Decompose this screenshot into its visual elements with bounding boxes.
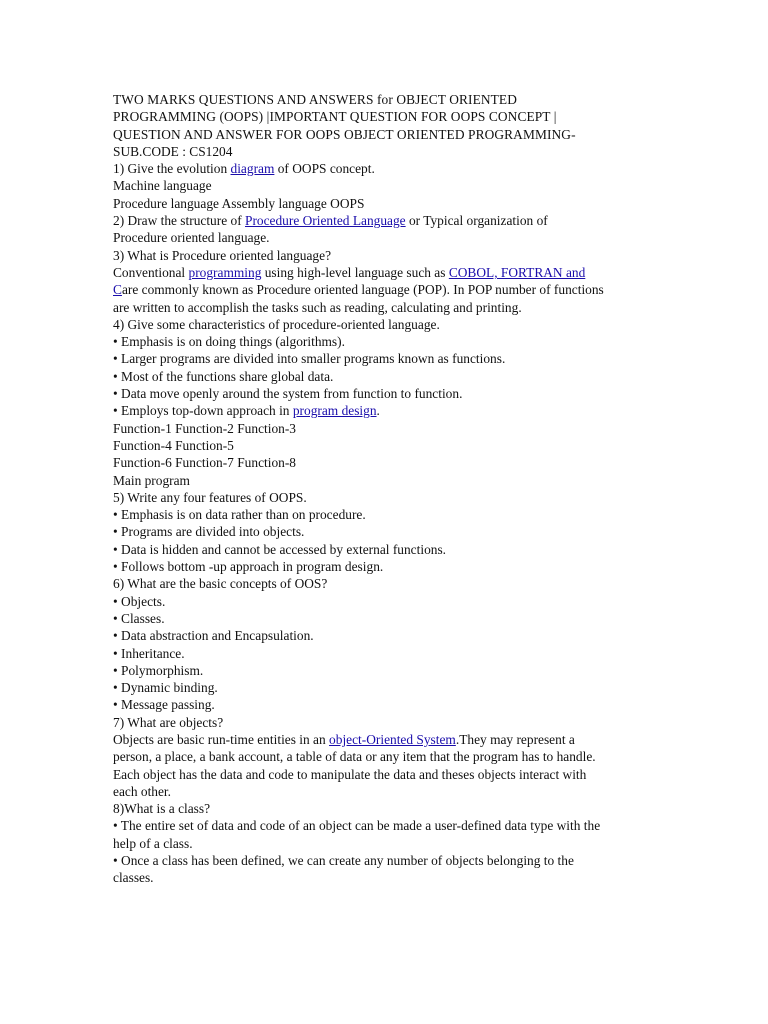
question-2-continued: Procedure oriented language. [113,230,270,246]
doc-title-line: QUESTION AND ANSWER FOR OOPS OBJECT ORIENTED PROGRAMMING- [113,126,576,142]
bullet-item: • Data is hidden and cannot be accessed by external functions. [113,541,447,557]
answer-7-line: each other. [113,783,171,799]
answer-line: Machine language [113,178,212,194]
question-text: 2) Draw the structure of [113,213,245,229]
bullet-item: • Data move openly around the system from function to function. [113,386,463,402]
question-8: 8)What is a class? [113,801,211,817]
subject-code: SUB.CODE : CS1204 [113,143,233,159]
bullet-item: • Most of the functions share global data. [113,368,334,384]
question-text: of OOPS concept. [274,161,375,177]
answer-line: Procedure language Assembly language OOPS [113,195,365,211]
function-line: Function-4 Function-5 [113,437,234,453]
bullet-item: • Dynamic binding. [113,680,218,696]
bullet-item: • Emphasis is on doing things (algorithms). [113,334,345,350]
answer-text: Objects are basic run-time entities in an [113,731,330,747]
answer-8-line: • Once a class has been defined, we can create any number of objects belonging to the [113,853,574,869]
function-line: Main program [113,472,190,488]
answer-3-line [113,264,658,281]
question-3: 3) What is Procedure oriented language? [113,247,332,263]
bullet-item: • Classes. [113,610,165,626]
function-line: Function-1 Function-2 Function-3 [113,420,296,436]
question-text: or Typical organization of [405,213,548,229]
document-page [113,91,658,887]
object-oriented-system-link[interactable]: object-Oriented System [329,731,456,747]
bullet-item: • Data abstraction and Encapsulation. [113,628,314,644]
doc-title-line: PROGRAMMING (OOPS) |IMPORTANT QUESTION FOR OOPS CONCEPT | [113,109,557,125]
answer-7-line: Each object has the data and code to manipulate the data and theses objects interact with [113,766,587,782]
bullet-item: • Objects. [113,593,166,609]
cobol-fortran-c-link[interactable]: COBOL, FORTRAN and [448,264,586,280]
answer-3-line [113,281,658,298]
bullet-item: • Polymorphism. [113,662,204,678]
function-line: Function-6 Function-7 Function-8 [113,455,296,471]
programming-link[interactable]: programming [188,264,262,280]
question-1 [113,160,658,177]
answer-7-line: person, a place, a bank account, a table of data or any item that the program has to handle. [113,749,596,765]
answer-text: are commonly known as Procedure oriented language (POP). In POP number of functions [121,282,604,298]
diagram-link[interactable]: diagram [230,161,275,177]
answer-7-line [113,731,658,748]
bullet-item [113,402,658,419]
bullet-text: • Employs top-down approach in [113,403,293,419]
cobol-fortran-c-link[interactable]: C [113,282,122,298]
question-7: 7) What are objects? [113,714,224,730]
procedure-oriented-language-link[interactable]: Procedure Oriented Language [245,213,406,229]
question-4: 4) Give some characteristics of procedure-oriented language. [113,316,440,332]
question-6: 6) What are the basic concepts of OOS? [113,576,328,592]
program-design-link[interactable]: program design [292,403,377,419]
answer-text: .They may represent a [455,731,575,747]
bullet-text: . [376,403,380,419]
answer-8-line: classes. [113,870,154,886]
bullet-item: • Follows bottom -up approach in program design. [113,559,384,575]
answer-8-line: help of a class. [113,835,193,851]
bullet-item: • Inheritance. [113,645,185,661]
answer-3-line: are written to accomplish the tasks such as reading, calculating and printing. [113,299,522,315]
question-2 [113,212,658,229]
answer-8-line: • The entire set of data and code of an object can be made a user-defined data type with the [113,818,601,834]
bullet-item: • Larger programs are divided into smaller programs known as functions. [113,351,506,367]
question-text: 1) Give the evolution [113,161,231,177]
bullet-item: • Emphasis is on data rather than on procedure. [113,507,366,523]
doc-title-line: TWO MARKS QUESTIONS AND ANSWERS for OBJECT ORIENTED [113,92,517,107]
question-5: 5) Write any four features of OOPS. [113,489,307,505]
bullet-item: • Programs are divided into objects. [113,524,305,540]
bullet-item: • Message passing. [113,697,215,713]
answer-text: Conventional [113,264,189,280]
answer-text: using high-level language such as [261,264,449,280]
